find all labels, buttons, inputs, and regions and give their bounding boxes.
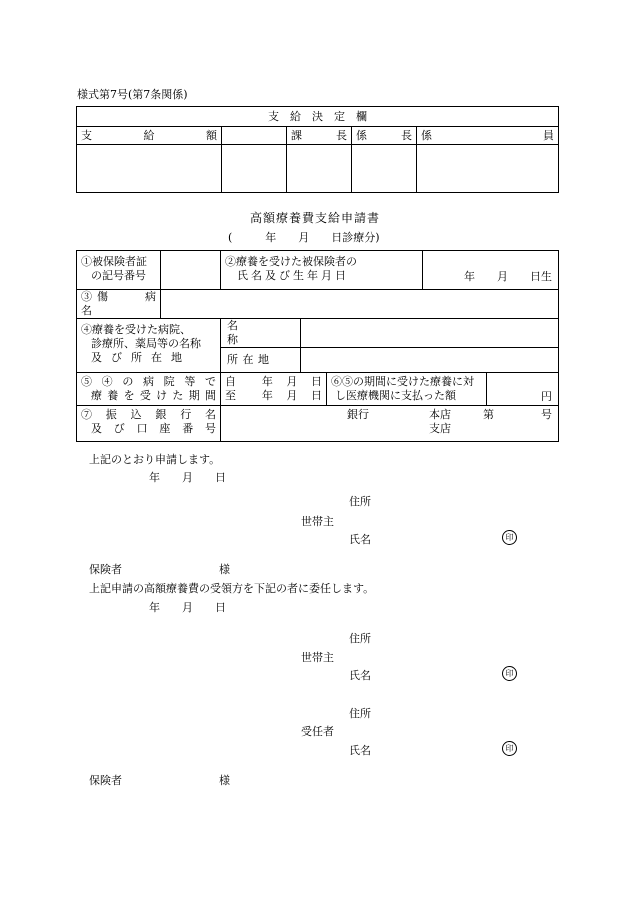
delegator-name-label: 氏名 [349,669,371,682]
account-number-suffix: 号 [541,408,552,421]
delegator-householder-label: 世帯主 [301,651,334,664]
householder-label: 世帯主 [301,515,334,528]
patient-label-2: 氏名及び生年月日 [237,269,349,282]
decision-table [76,106,559,193]
doc-title: 高額療養費支給申請書 [249,211,380,225]
section-chief-stamp-cell[interactable] [287,145,352,193]
bank-field[interactable] [221,406,559,442]
paid-amount-field[interactable] [487,373,559,406]
patient-label: ②療養を受けた被保険者の [225,255,357,268]
hospital-label-3: 及び所在地 [91,351,191,364]
account-number-prefix: 第 [483,408,494,421]
amount-extra-cell[interactable] [222,145,287,193]
delegation-insurer-honorific: 様 [219,774,230,787]
hospital-label: ④療養を受けた病院、 [81,323,191,336]
form-number: 様式第7号(第7条関係) [77,88,188,101]
cert-number-label: ①被保険者証 [81,255,147,268]
amount-cell[interactable] [77,145,222,193]
hospital-address-field[interactable] [301,348,559,373]
applicant-seal [502,530,517,545]
delegation-date[interactable]: 年 月 日 [149,601,226,614]
staff-label: 係 員 [421,128,554,142]
amount-label: 支 給 額 [81,128,217,142]
delegation-insurer-label: 保険者 [89,774,122,787]
treatment-period: ( 年 月 日診療分) [228,231,380,244]
seal-icon: 印 [502,530,517,545]
seal-icon: 印 [502,666,517,681]
applicant-name-label: 氏名 [349,533,371,546]
delegate-name-label: 氏名 [349,744,371,757]
application-statement: 上記のとおり申請します。 [89,453,221,466]
subsection-chief-stamp-cell[interactable] [352,145,417,193]
delegator-address-label: 住所 [349,632,371,645]
period-label-2: 療養を受けた期間 [91,389,216,402]
injury-field[interactable] [161,290,559,319]
birthdate-suffix: 年 月 日生 [464,270,552,283]
seal-icon: 印 [502,741,517,756]
patient-name-field[interactable] [423,251,559,290]
head-office: 本店 [429,408,451,421]
delegate-label: 受任者 [301,725,334,738]
bank-label-2: 及び口座番号 [91,422,216,435]
hospital-label-2: 診療所、薬局等の名称 [91,337,201,350]
application-table [76,250,559,442]
hospital-name-label: 名 称 [227,319,260,346]
branch-office: 支店 [429,422,451,435]
injury-label: ③傷 病 名 [81,290,178,317]
applicant-address-label: 住所 [349,495,371,508]
cert-number-field[interactable] [161,251,221,290]
subsection-chief-label: 係 長 [356,128,412,142]
period-to[interactable]: 至 年 月 日 [225,389,322,402]
delegator-seal [502,666,517,681]
yen-unit: 円 [541,390,552,403]
period-from[interactable]: 自 年 月 日 [225,375,322,388]
paid-amount-label-2: し医療機関に支払った額 [335,389,456,402]
paid-amount-label: ⑥⑤の期間に受けた療養に対 [331,375,474,388]
insurer-label: 保険者 [89,563,122,576]
period-label: ⑤④の病院等で [81,375,216,388]
bank-label: ⑦振込銀行名 [81,408,216,421]
section-chief-label: 課 長 [291,128,347,142]
staff-stamp-cell[interactable] [417,145,559,193]
cert-number-label-2: の記号番号 [91,269,146,282]
insurer-honorific: 様 [219,563,230,576]
application-date[interactable]: 年 月 日 [149,471,226,484]
decision-table-title: 支 給 決 定 欄 [77,107,559,127]
delegate-address-label: 住所 [349,707,371,720]
hospital-name-field[interactable] [301,319,559,348]
bank-unit: 銀行 [347,408,369,421]
delegation-statement: 上記申請の高額療養費の受領方を下記の者に委任します。 [89,582,375,595]
hospital-address-label: 所在地 [227,353,269,366]
delegate-seal [502,741,517,756]
